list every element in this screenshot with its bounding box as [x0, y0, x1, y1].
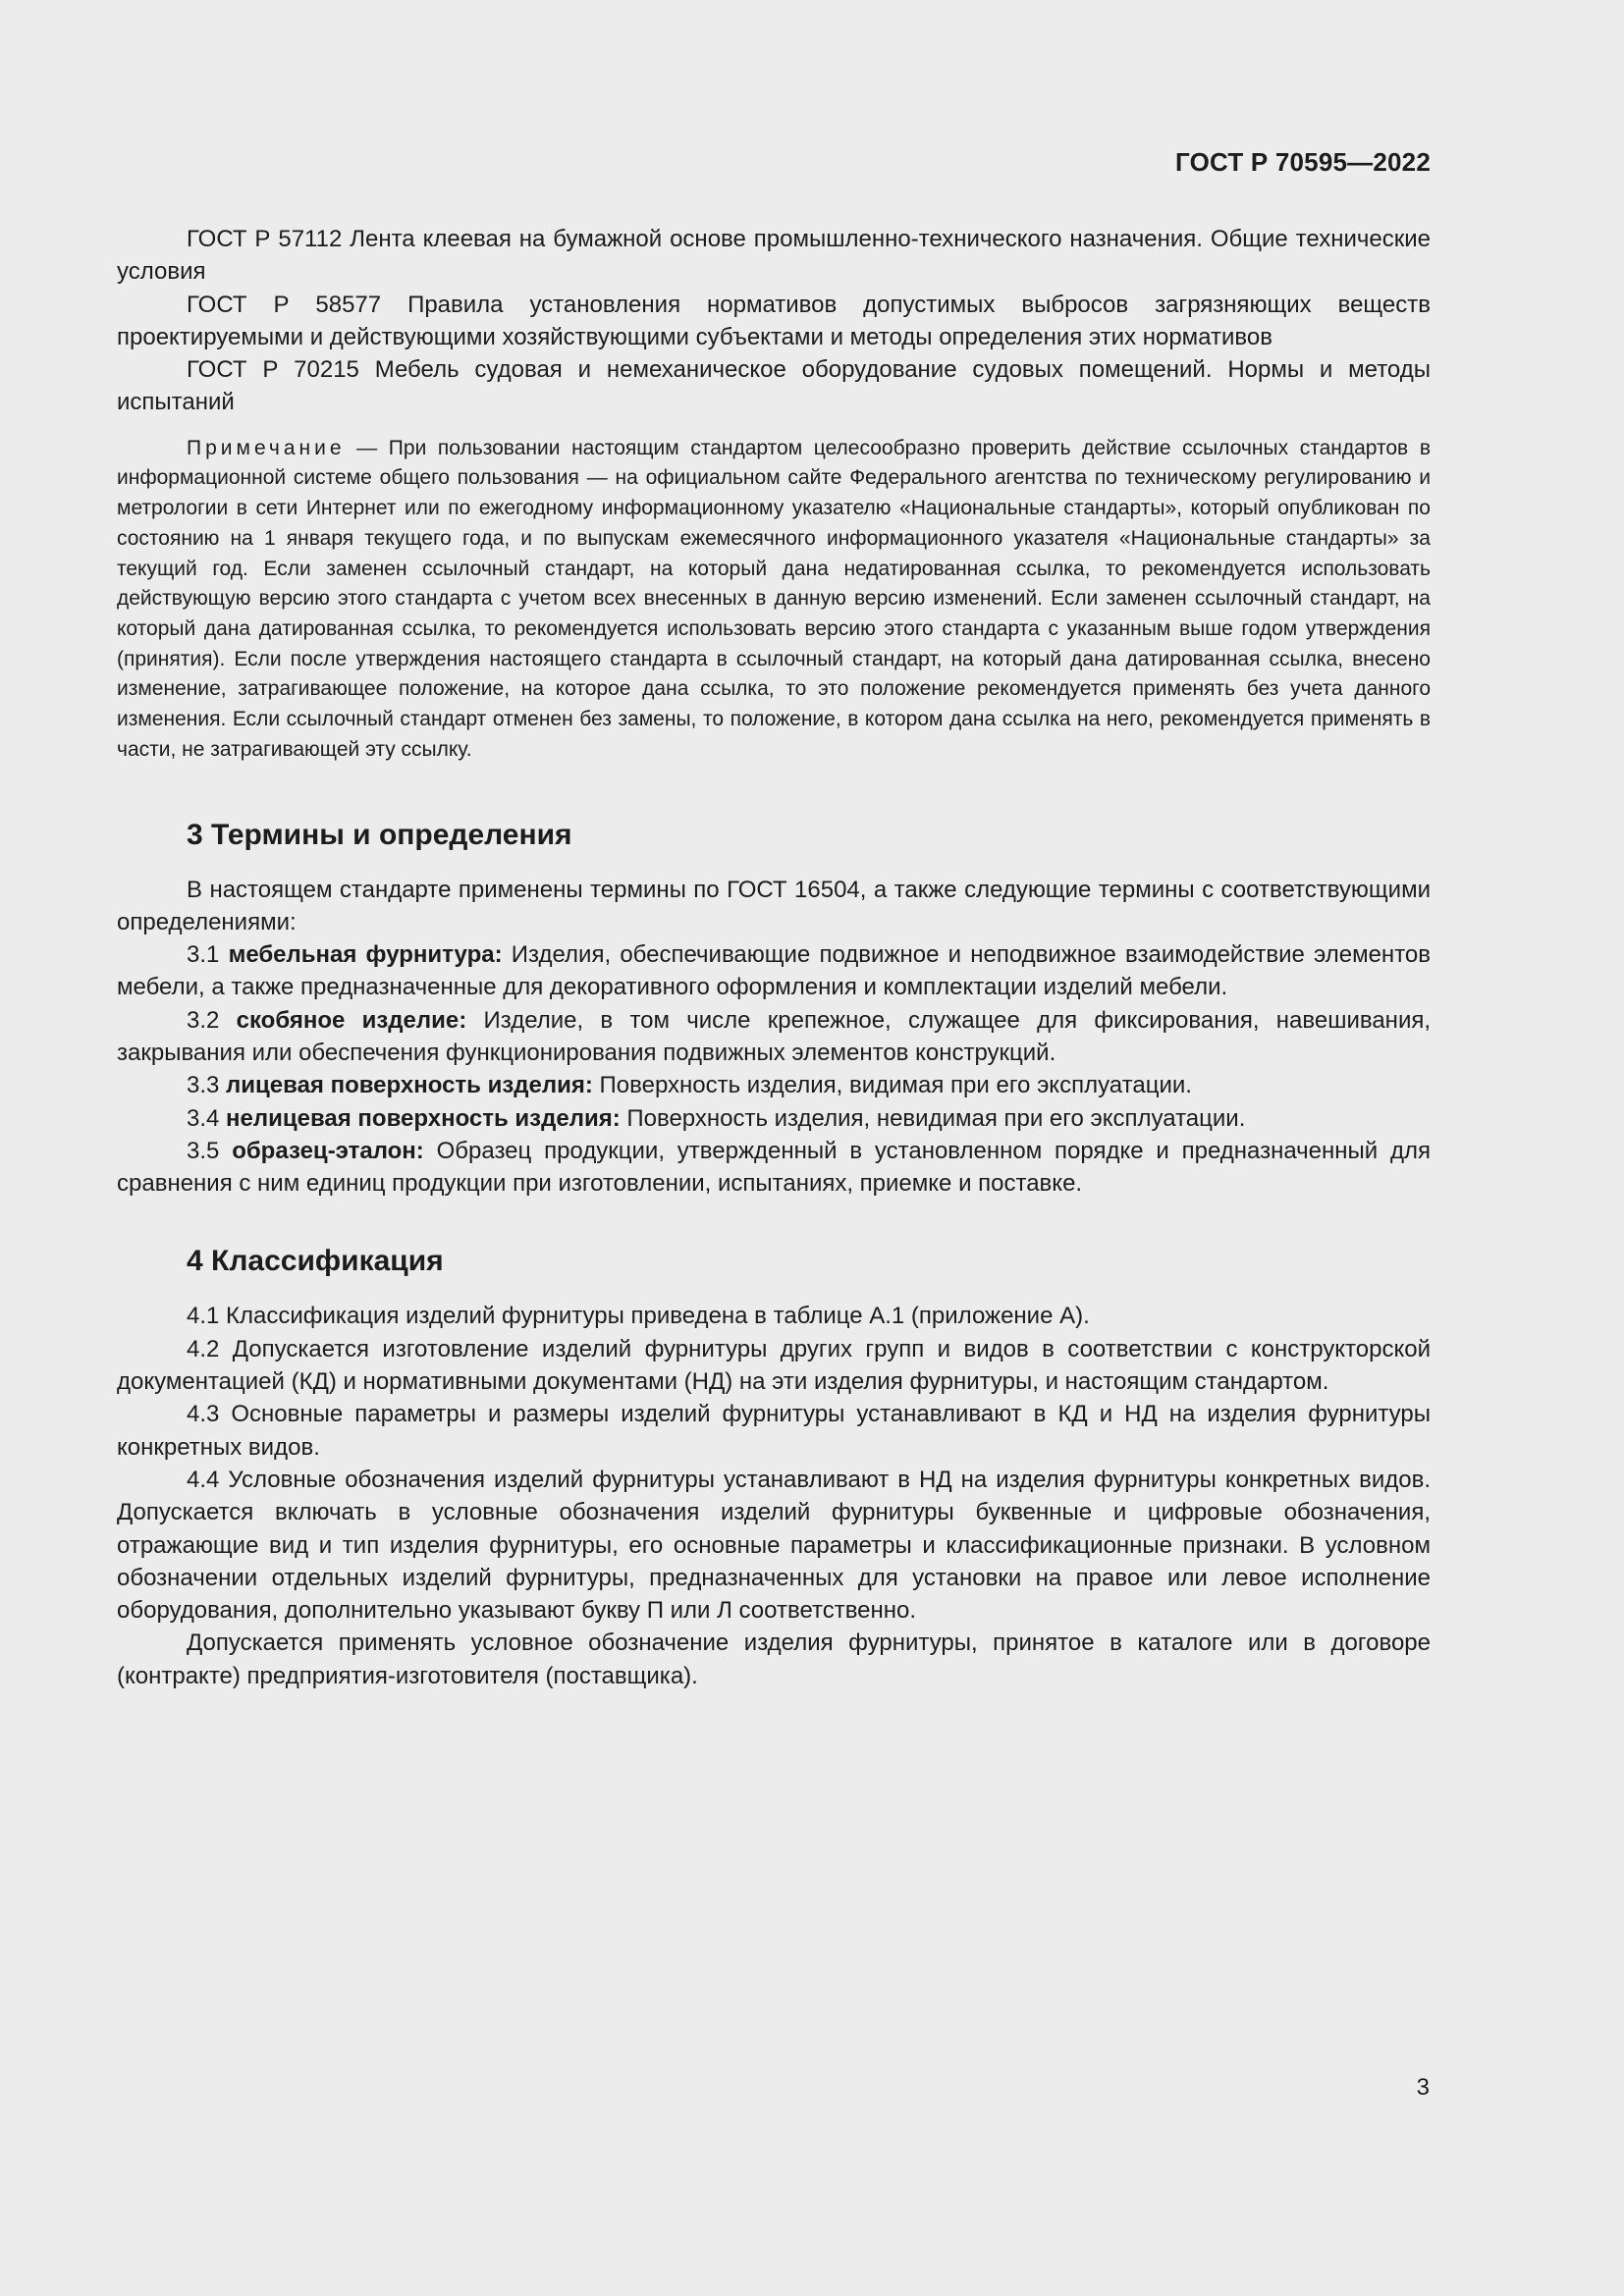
term-text: Поверхность изделия, невидимая при его эксплуатации.	[620, 1104, 1246, 1132]
term-name: нелицевая поверхность изделия:	[226, 1104, 621, 1132]
term-definition	[117, 1135, 1431, 1201]
term-number: 3.3	[187, 1072, 227, 1099]
page-content	[117, 223, 1431, 1692]
term-number: 3.1	[187, 941, 229, 969]
section-4-paragraph: Допускается применять условное обозначение изделия фурнитуры, принятое в каталоге или в договоре (контракте) предприятия-изготовителя (поставщика).	[117, 1629, 1431, 1689]
section-4-paragraph: 4.3 Основные параметры и размеры изделий фурнитуры устанавливают в КД и НД на изделия фурнитуры конкретных видов.	[117, 1401, 1431, 1461]
term-text: Изделия, обеспечивающие подвижное и неподвижное взаимодействие элементов мебели, а также предназначенные для декоративного оформления и комплектации изделий мебели.	[117, 941, 1432, 1001]
term-text: Образец продукции, утвержденный в установленном порядке и предназначенный для сравнения с ним единиц продукции при изготовлении, испытаниях, приемке и поставке.	[117, 1137, 1432, 1198]
term-name: скобяное изделие:	[236, 1006, 467, 1034]
term-number: 3.5	[187, 1137, 233, 1164]
note-text: — При пользовании настоящим стандартом целесообразно проверить действие ссылочных стандартов в информационной системе общего пользования — на официальном сайте Федерального агентства по техническому регулированию и метрологии в сети Интернет или по ежегодному информационному указателю «Национальные стандарты», который опубликован по состоянию на 1 января текущего года, и по выпускам ежемесячного информационного указателя «Национальные стандарты» за текущий год. Если заменен ссылочный стандарт, на который дана недатированная ссылка, то рекомендуется использовать действующую версию этого стандарта с учетом всех внесенных в данную версию изменений. Если заменен ссылочный стандарт, на который дана датированная ссылка, то рекомендуется использовать версию этого стандарта с указанным выше годом утверждения (принятия). Если после утверждения настоящего стандарта в ссылочный стандарт, на который дана датированная ссылка, внесено изменение, затрагивающее положение, на которое дана ссылка, то это положение рекомендуется применять без учета данного изменения. Если ссылочный стандарт отменен без замены, то положение, в котором дана ссылка на него, рекомендуется применять в части, не затрагивающей эту ссылку.	[117, 436, 1431, 761]
term-definition	[117, 1069, 1431, 1101]
term-name: образец-эталон:	[232, 1137, 424, 1164]
term-name: лицевая поверхность изделия:	[226, 1072, 593, 1099]
reference-item: ГОСТ Р 57112 Лента клеевая на бумажной основе промышленно-технического назначения. Общие технические условия	[117, 226, 1431, 286]
section-4-paragraph: 4.4 Условные обозначения изделий фурнитуры устанавливают в НД на изделия фурнитуры конкретных видов. Допускается включать в условные обозначения изделий фурнитуры буквенные и цифровые обозначения, отражающие вид и тип изделия фурнитуры, его основные параметры и классификационные признаки. В условном обозначении отдельных изделий фурнитуры, предназначенных для установки на правое или левое исполнение оборудования, дополнительно указывают букву П или Л соответственно.	[117, 1466, 1431, 1625]
page-number: 3	[1416, 2074, 1430, 2101]
term-number: 3.2	[187, 1006, 237, 1034]
term-name: мебельная фурнитура:	[228, 941, 503, 969]
document-code: ГОСТ Р 70595—2022	[1175, 147, 1431, 177]
section-4-paragraph: 4.1 Классификация изделий фурнитуры приведена в таблице А.1 (приложение А).	[187, 1303, 1090, 1330]
section-4-paragraph: 4.2 Допускается изготовление изделий фурнитуры других групп и видов в соответствии с конструкторской документацией (КД) и нормативными документами (НД) на эти изделия фурнитуры, и настоящим стандартом.	[117, 1335, 1431, 1396]
note-paragraph	[117, 434, 1431, 766]
term-definition	[117, 1102, 1431, 1135]
reference-item: ГОСТ Р 58577 Правила установления нормативов допустимых выбросов загрязняющих веществ проектируемыми и действующими хозяйствующими субъектами и методы определения этих нормативов	[117, 291, 1431, 350]
term-number: 3.4	[187, 1104, 227, 1132]
note-label: Примечание	[187, 436, 346, 459]
term-definition	[117, 938, 1431, 1004]
section-4-heading: 4 Классификация	[187, 1245, 444, 1278]
term-text: Изделие, в том числе крепежное, служащее для фиксирования, навешивания, закрывания или обеспечения функционирования подвижных элементов конструкций.	[117, 1006, 1432, 1066]
reference-item: ГОСТ Р 70215 Мебель судовая и немеханическое оборудование судовых помещений. Нормы и методы испытаний	[117, 356, 1431, 416]
term-text: Поверхность изделия, видимая при его эксплуатации.	[592, 1072, 1192, 1099]
section-3-intro: В настоящем стандарте применены термины по ГОСТ 16504, а также следующие термины с соответствующими определениями:	[117, 876, 1431, 935]
section-3-heading: 3 Термины и определения	[187, 818, 572, 851]
term-definition	[117, 1004, 1431, 1070]
